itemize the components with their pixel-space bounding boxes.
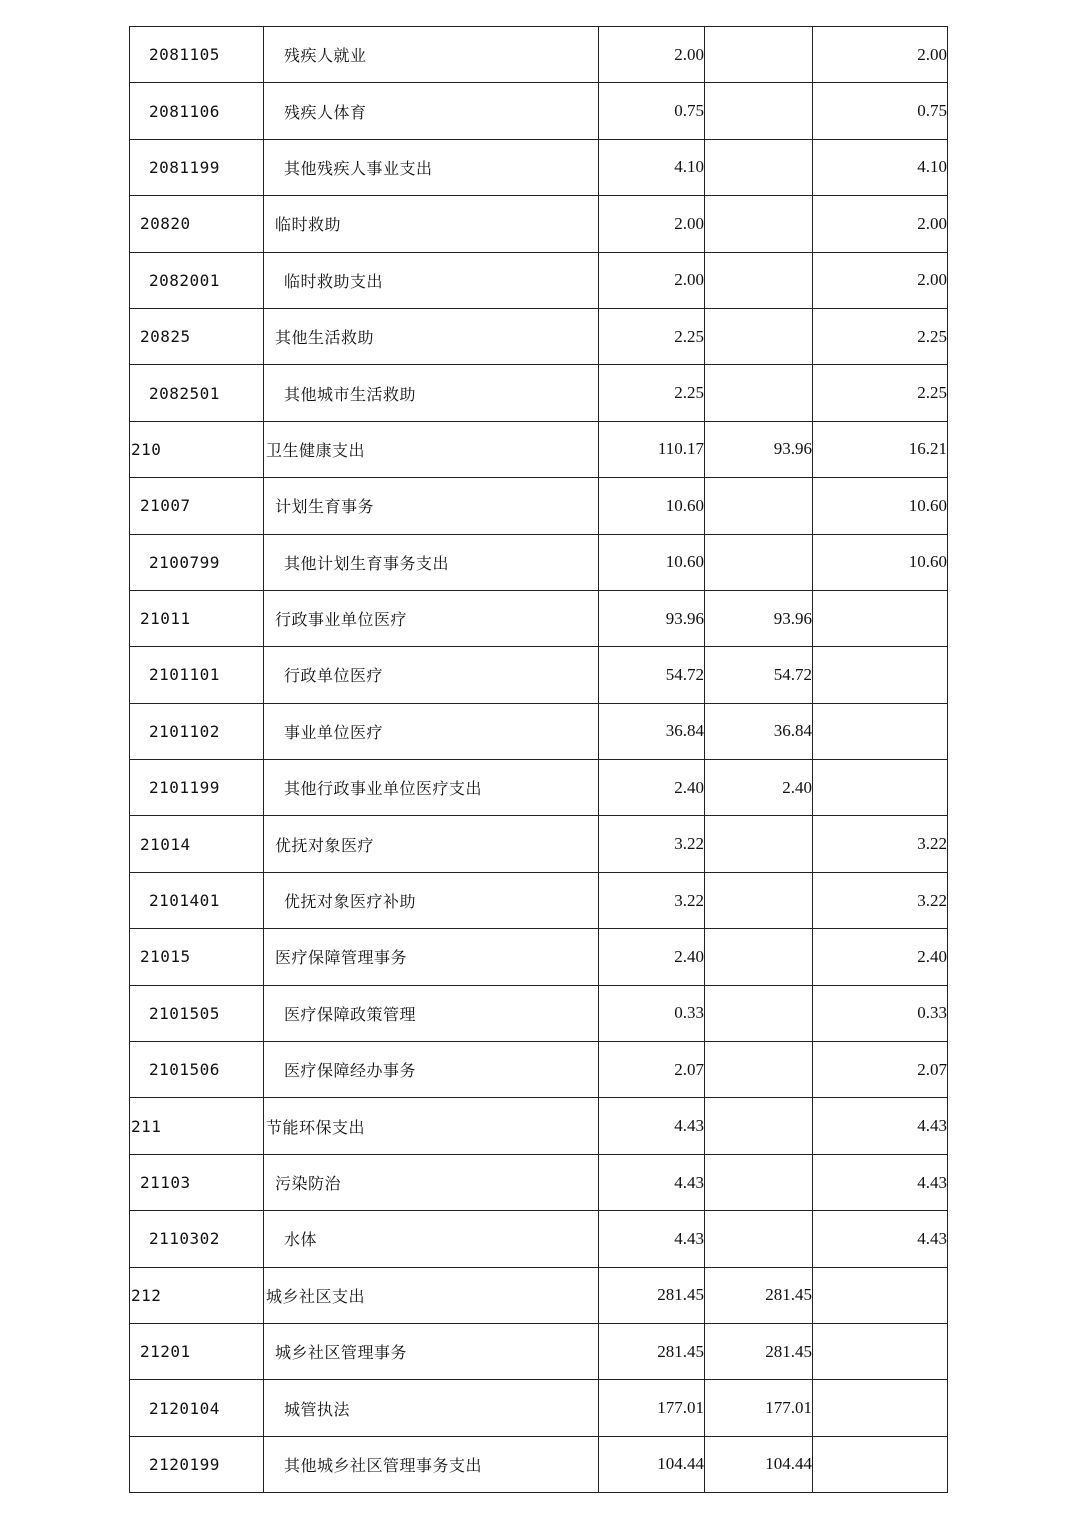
subject-code-cell: 21015 [130, 929, 264, 985]
table-row [130, 27, 948, 83]
subject-code-cell: 2101505 [130, 985, 264, 1041]
subject-code-cell: 2101506 [130, 1042, 264, 1098]
project-expenditure-cell: 4.43 [813, 1098, 948, 1154]
basic-expenditure-cell: 104.44 [705, 1436, 813, 1492]
subject-code-cell: 2101199 [130, 760, 264, 816]
table-row [130, 1380, 948, 1436]
basic-expenditure-cell [705, 252, 813, 308]
subject-name-cell: 优抚对象医疗 [264, 816, 599, 872]
project-expenditure-cell [813, 1436, 948, 1492]
table-row [130, 83, 948, 139]
subject-name-cell: 城乡社区支出 [264, 1267, 599, 1323]
subject-name-cell: 污染防治 [264, 1154, 599, 1210]
subject-name-cell: 医疗保障政策管理 [264, 985, 599, 1041]
basic-expenditure-cell [705, 83, 813, 139]
total-amount-cell: 2.00 [599, 27, 705, 83]
basic-expenditure-cell: 54.72 [705, 647, 813, 703]
project-expenditure-cell: 4.43 [813, 1211, 948, 1267]
subject-code-cell: 2082001 [130, 252, 264, 308]
basic-expenditure-cell [705, 1098, 813, 1154]
subject-code-cell: 211 [130, 1098, 264, 1154]
table-row [130, 1211, 948, 1267]
basic-expenditure-cell [705, 985, 813, 1041]
basic-expenditure-cell [705, 1154, 813, 1210]
project-expenditure-cell [813, 647, 948, 703]
table-body [130, 27, 948, 1493]
basic-expenditure-cell: 36.84 [705, 703, 813, 759]
project-expenditure-cell [813, 1380, 948, 1436]
project-expenditure-cell: 16.21 [813, 421, 948, 477]
project-expenditure-cell: 4.43 [813, 1154, 948, 1210]
basic-expenditure-cell: 93.96 [705, 421, 813, 477]
total-amount-cell: 281.45 [599, 1267, 705, 1323]
subject-name-cell: 医疗保障经办事务 [264, 1042, 599, 1098]
total-amount-cell: 104.44 [599, 1436, 705, 1492]
total-amount-cell: 93.96 [599, 590, 705, 646]
basic-expenditure-cell [705, 534, 813, 590]
subject-code-cell: 21201 [130, 1323, 264, 1379]
table-row [130, 929, 948, 985]
subject-name-cell: 行政单位医疗 [264, 647, 599, 703]
project-expenditure-cell: 2.07 [813, 1042, 948, 1098]
project-expenditure-cell: 2.40 [813, 929, 948, 985]
subject-name-cell: 临时救助支出 [264, 252, 599, 308]
subject-name-cell: 事业单位医疗 [264, 703, 599, 759]
table-row [130, 478, 948, 534]
total-amount-cell: 3.22 [599, 872, 705, 928]
subject-code-cell: 2110302 [130, 1211, 264, 1267]
total-amount-cell: 110.17 [599, 421, 705, 477]
table-row [130, 760, 948, 816]
total-amount-cell: 36.84 [599, 703, 705, 759]
subject-code-cell: 210 [130, 421, 264, 477]
subject-name-cell: 残疾人体育 [264, 83, 599, 139]
subject-name-cell: 水体 [264, 1211, 599, 1267]
basic-expenditure-cell [705, 1211, 813, 1267]
table-row [130, 1267, 948, 1323]
table-row [130, 1323, 948, 1379]
project-expenditure-cell: 3.22 [813, 872, 948, 928]
total-amount-cell: 3.22 [599, 816, 705, 872]
basic-expenditure-cell: 281.45 [705, 1267, 813, 1323]
table-row [130, 816, 948, 872]
table-row [130, 139, 948, 195]
total-amount-cell: 10.60 [599, 478, 705, 534]
project-expenditure-cell [813, 590, 948, 646]
table-row [130, 1436, 948, 1492]
basic-expenditure-cell: 177.01 [705, 1380, 813, 1436]
total-amount-cell: 4.43 [599, 1154, 705, 1210]
table-row [130, 1154, 948, 1210]
subject-code-cell: 2081105 [130, 27, 264, 83]
basic-expenditure-cell [705, 308, 813, 364]
project-expenditure-cell: 2.25 [813, 365, 948, 421]
subject-name-cell: 其他计划生育事务支出 [264, 534, 599, 590]
total-amount-cell: 2.25 [599, 365, 705, 421]
project-expenditure-cell: 10.60 [813, 478, 948, 534]
total-amount-cell: 4.43 [599, 1211, 705, 1267]
subject-code-cell: 2101101 [130, 647, 264, 703]
basic-expenditure-cell: 281.45 [705, 1323, 813, 1379]
table-row [130, 590, 948, 646]
table-row [130, 703, 948, 759]
total-amount-cell: 2.25 [599, 308, 705, 364]
subject-code-cell: 2120199 [130, 1436, 264, 1492]
project-expenditure-cell: 2.00 [813, 252, 948, 308]
total-amount-cell: 54.72 [599, 647, 705, 703]
subject-code-cell: 212 [130, 1267, 264, 1323]
basic-expenditure-cell: 2.40 [705, 760, 813, 816]
total-amount-cell: 2.00 [599, 196, 705, 252]
project-expenditure-cell: 2.00 [813, 196, 948, 252]
basic-expenditure-cell [705, 872, 813, 928]
subject-name-cell: 城管执法 [264, 1380, 599, 1436]
basic-expenditure-cell [705, 365, 813, 421]
total-amount-cell: 10.60 [599, 534, 705, 590]
project-expenditure-cell: 2.25 [813, 308, 948, 364]
total-amount-cell: 2.00 [599, 252, 705, 308]
total-amount-cell: 0.75 [599, 83, 705, 139]
table-row [130, 421, 948, 477]
subject-code-cell: 2081199 [130, 139, 264, 195]
basic-expenditure-cell [705, 139, 813, 195]
subject-code-cell: 21103 [130, 1154, 264, 1210]
basic-expenditure-cell: 93.96 [705, 590, 813, 646]
project-expenditure-cell: 4.10 [813, 139, 948, 195]
subject-code-cell: 2081106 [130, 83, 264, 139]
subject-code-cell: 20820 [130, 196, 264, 252]
subject-name-cell: 优抚对象医疗补助 [264, 872, 599, 928]
subject-name-cell: 其他城市生活救助 [264, 365, 599, 421]
subject-name-cell: 临时救助 [264, 196, 599, 252]
table-row [130, 308, 948, 364]
table-row [130, 647, 948, 703]
basic-expenditure-cell [705, 27, 813, 83]
subject-code-cell: 21014 [130, 816, 264, 872]
project-expenditure-cell: 0.33 [813, 985, 948, 1041]
table-row [130, 1042, 948, 1098]
table-row [130, 365, 948, 421]
subject-code-cell: 21007 [130, 478, 264, 534]
project-expenditure-cell [813, 703, 948, 759]
table-row [130, 872, 948, 928]
project-expenditure-cell [813, 1323, 948, 1379]
subject-name-cell: 其他城乡社区管理事务支出 [264, 1436, 599, 1492]
subject-name-cell: 计划生育事务 [264, 478, 599, 534]
subject-name-cell: 行政事业单位医疗 [264, 590, 599, 646]
project-expenditure-cell: 3.22 [813, 816, 948, 872]
total-amount-cell: 4.10 [599, 139, 705, 195]
table-row [130, 534, 948, 590]
project-expenditure-cell: 10.60 [813, 534, 948, 590]
total-amount-cell: 0.33 [599, 985, 705, 1041]
subject-name-cell: 其他残疾人事业支出 [264, 139, 599, 195]
table-row [130, 1098, 948, 1154]
basic-expenditure-cell [705, 929, 813, 985]
subject-name-cell: 节能环保支出 [264, 1098, 599, 1154]
project-expenditure-cell [813, 1267, 948, 1323]
subject-code-cell: 21011 [130, 590, 264, 646]
subject-name-cell: 残疾人就业 [264, 27, 599, 83]
subject-name-cell: 其他生活救助 [264, 308, 599, 364]
subject-code-cell: 2101401 [130, 872, 264, 928]
total-amount-cell: 2.07 [599, 1042, 705, 1098]
subject-name-cell: 卫生健康支出 [264, 421, 599, 477]
total-amount-cell: 177.01 [599, 1380, 705, 1436]
table-row [130, 196, 948, 252]
total-amount-cell: 4.43 [599, 1098, 705, 1154]
subject-code-cell: 2082501 [130, 365, 264, 421]
subject-code-cell: 20825 [130, 308, 264, 364]
basic-expenditure-cell [705, 1042, 813, 1098]
subject-code-cell: 2120104 [130, 1380, 264, 1436]
subject-code-cell: 2101102 [130, 703, 264, 759]
basic-expenditure-cell [705, 816, 813, 872]
subject-name-cell: 医疗保障管理事务 [264, 929, 599, 985]
basic-expenditure-cell [705, 478, 813, 534]
project-expenditure-cell: 0.75 [813, 83, 948, 139]
subject-code-cell: 2100799 [130, 534, 264, 590]
table-row [130, 985, 948, 1041]
total-amount-cell: 281.45 [599, 1323, 705, 1379]
subject-name-cell: 其他行政事业单位医疗支出 [264, 760, 599, 816]
total-amount-cell: 2.40 [599, 760, 705, 816]
subject-name-cell: 城乡社区管理事务 [264, 1323, 599, 1379]
basic-expenditure-cell [705, 196, 813, 252]
project-expenditure-cell: 2.00 [813, 27, 948, 83]
expenditure-table [129, 26, 948, 1493]
table-row [130, 252, 948, 308]
project-expenditure-cell [813, 760, 948, 816]
total-amount-cell: 2.40 [599, 929, 705, 985]
